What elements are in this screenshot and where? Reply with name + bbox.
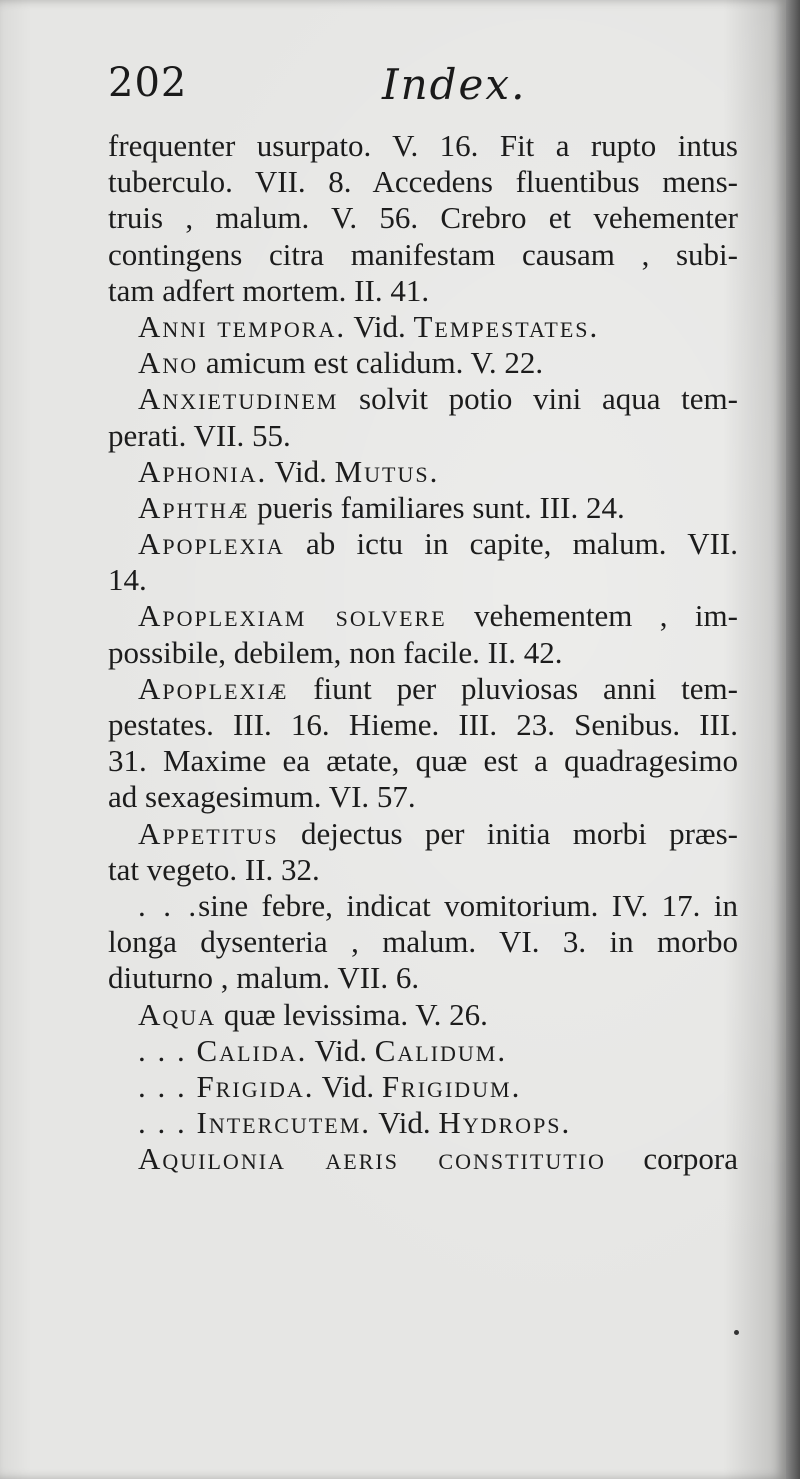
entry-text: corpora bbox=[605, 1141, 738, 1177]
entry-text: pueris familiares sunt. III. 24. bbox=[249, 489, 625, 525]
line-text: diuturno , malum. VII. 6. bbox=[108, 960, 420, 996]
index-line bbox=[108, 888, 738, 924]
index-line bbox=[108, 381, 738, 417]
entry-text: Vid. bbox=[346, 308, 414, 344]
line-text: perati. VII. 55. bbox=[108, 417, 291, 453]
entry-headword: Anni tempora. bbox=[138, 308, 347, 344]
continuation-dots: . . . bbox=[138, 1105, 187, 1141]
entry-text: Vid. bbox=[314, 1068, 382, 1104]
cross-reference: Calidum. bbox=[374, 1032, 508, 1068]
line-text: truis , malum. V. 56. Crebro et vehementer bbox=[108, 200, 738, 236]
continuation-dots: . . . bbox=[138, 887, 199, 923]
index-line bbox=[108, 454, 738, 490]
index-line bbox=[108, 997, 738, 1033]
line-text: possibile, debilem, non facile. II. 42. bbox=[108, 634, 563, 670]
line-text: pestates. III. 16. Hieme. III. 23. Senibus. III. bbox=[108, 707, 738, 742]
entry-headword: Apoplexiam solvere bbox=[138, 598, 447, 634]
ink-speck bbox=[734, 1330, 739, 1335]
page-header bbox=[108, 60, 738, 110]
line-text: frequenter usurpato. V. 16. Fit a rupto intus bbox=[108, 128, 738, 163]
index-line bbox=[108, 960, 738, 996]
entry-headword: Ano bbox=[138, 345, 199, 381]
entry-headword: Intercutem. bbox=[186, 1105, 372, 1141]
index-line bbox=[108, 273, 738, 309]
running-title: Index. bbox=[382, 60, 527, 109]
entry-headword: Aqua bbox=[138, 996, 217, 1032]
entry-text: Vid. bbox=[371, 1105, 439, 1141]
line-text: longa dysenteria , malum. VI. 3. in morbo bbox=[108, 924, 738, 960]
index-line bbox=[108, 200, 738, 236]
index-line bbox=[108, 490, 738, 526]
cross-reference: Hydrops. bbox=[438, 1105, 572, 1141]
index-line bbox=[108, 128, 738, 164]
index-line bbox=[108, 309, 738, 345]
page-edge-shadow bbox=[786, 0, 800, 1479]
entry-headword: Calida. bbox=[186, 1032, 308, 1068]
entry-headword: Apoplexia bbox=[138, 526, 285, 562]
index-line bbox=[108, 418, 738, 454]
index-line bbox=[108, 1033, 738, 1069]
index-line bbox=[108, 816, 738, 852]
index-line bbox=[108, 562, 738, 598]
entry-headword: Appetitus bbox=[138, 815, 279, 851]
entry-text: ab ictu in capite, malum. VII. bbox=[284, 526, 738, 562]
entry-text: dejectus per initia morbi præs- bbox=[278, 815, 738, 851]
index-line bbox=[108, 237, 738, 273]
index-line bbox=[108, 526, 738, 562]
entry-text: fiunt per pluviosas anni tem- bbox=[288, 670, 738, 706]
index-line bbox=[108, 852, 738, 888]
index-line bbox=[108, 164, 738, 200]
line-text: ad sexagesimum. VI. 57. bbox=[108, 779, 416, 815]
index-line bbox=[108, 635, 738, 671]
index-text bbox=[108, 128, 738, 1177]
entry-headword: Aphthæ bbox=[138, 489, 250, 525]
entry-headword: Apoplexiæ bbox=[138, 670, 289, 706]
index-line bbox=[108, 779, 738, 815]
line-text: 31. Maxime ea ætate, quæ est a quadragesimo bbox=[108, 743, 738, 779]
index-line bbox=[108, 707, 738, 743]
line-text: 14. bbox=[108, 562, 147, 598]
line-text: contingens citra manifestam causam , subi- bbox=[108, 236, 738, 272]
line-text: tam adfert mortem. II. 41. bbox=[108, 272, 430, 308]
entry-headword: Aquilonia aeris constitutio bbox=[138, 1141, 606, 1177]
index-line bbox=[108, 345, 738, 381]
index-line bbox=[108, 743, 738, 779]
cross-reference: Frigidum. bbox=[381, 1068, 522, 1104]
entry-text: amicum est calidum. V. 22. bbox=[198, 345, 544, 381]
entry-text: solvit potio vini aqua tem- bbox=[338, 381, 738, 417]
entry-text: Vid. bbox=[267, 453, 335, 489]
index-line bbox=[108, 924, 738, 960]
index-line bbox=[108, 598, 738, 634]
entry-text: sine febre, indicat vomitorium. IV. 17. in bbox=[198, 887, 738, 923]
cross-reference: Mutus. bbox=[334, 453, 440, 489]
page-number: 202 bbox=[108, 60, 188, 106]
entry-text: quæ levissima. V. 26. bbox=[216, 996, 488, 1032]
entry-text: Vid. bbox=[307, 1032, 375, 1068]
entry-headword: Frigida. bbox=[186, 1068, 315, 1104]
index-line bbox=[108, 1069, 738, 1105]
index-line bbox=[108, 1141, 738, 1177]
line-text: tat vegeto. II. 32. bbox=[108, 851, 320, 887]
continuation-dots: . . . bbox=[138, 1068, 187, 1104]
line-text: tuberculo. VII. 8. Accedens fluentibus mens- bbox=[108, 164, 738, 200]
continuation-dots: . . . bbox=[138, 1032, 187, 1068]
index-line bbox=[108, 671, 738, 707]
index-line bbox=[108, 1105, 738, 1141]
entry-headword: Aphonia. bbox=[138, 453, 268, 489]
cross-reference: Tempestates. bbox=[413, 308, 600, 344]
entry-text: vehementem , im- bbox=[446, 598, 738, 634]
entry-headword: Anxietudinem bbox=[138, 381, 339, 417]
